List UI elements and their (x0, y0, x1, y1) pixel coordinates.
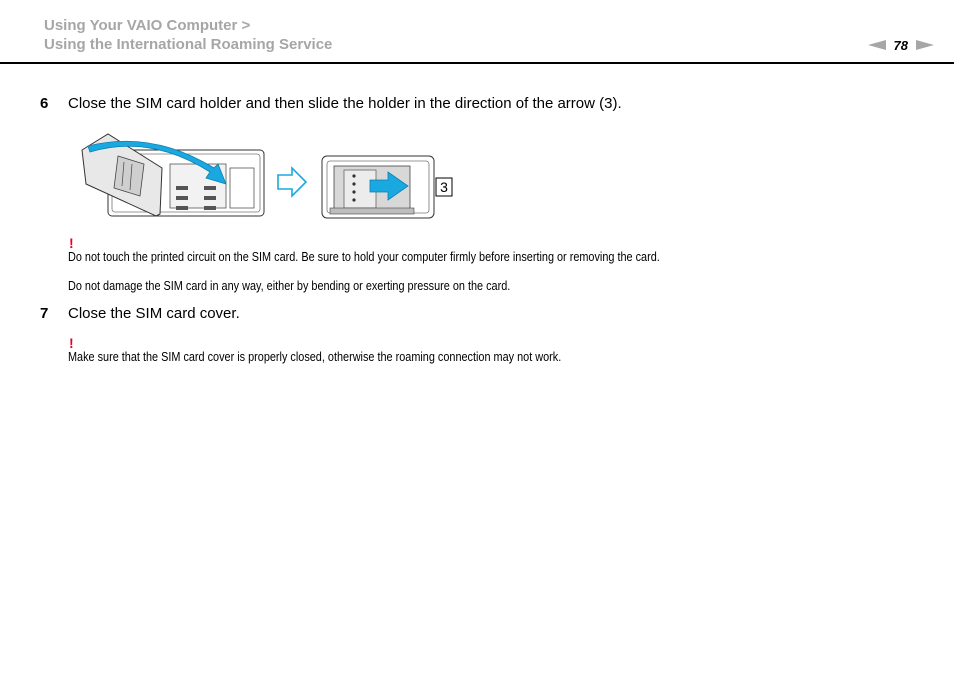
header-divider (0, 62, 954, 64)
sim-holder-closing-drawing (82, 134, 264, 216)
note-text: Do not damage the SIM card in any way, either by bending or exerting pressure on the card. (68, 279, 511, 293)
page-navigator (868, 37, 934, 53)
next-page-arrow-icon[interactable] (916, 40, 934, 50)
sim-holder-illustration (80, 128, 460, 222)
warning-mark: ! (69, 235, 74, 251)
sim-holder-sliding-drawing (322, 156, 434, 218)
step-text: Close the SIM card holder and then slide the holder in the direction of the arrow (3). (68, 95, 622, 112)
step-text: Close the SIM card cover. (68, 305, 240, 322)
breadcrumb-chapter[interactable]: Using Your VAIO Computer > (44, 17, 251, 34)
next-step-arrow-icon (278, 168, 306, 196)
previous-page-arrow-icon[interactable] (868, 40, 886, 50)
step-number: 6 (40, 95, 49, 112)
note-text: Do not touch the printed circuit on the SIM card. Be sure to hold your computer firmly before inserting or removing the card. (68, 250, 660, 264)
page-number: 78 (893, 37, 908, 53)
callout-label: 3 (440, 179, 448, 195)
breadcrumb-section[interactable]: Using the International Roaming Service (44, 36, 333, 53)
warning-mark: ! (69, 335, 74, 351)
page-header (0, 0, 954, 64)
step-number: 7 (40, 305, 49, 322)
note-text: Make sure that the SIM card cover is properly closed, otherwise the roaming connection may not work. (68, 350, 562, 364)
